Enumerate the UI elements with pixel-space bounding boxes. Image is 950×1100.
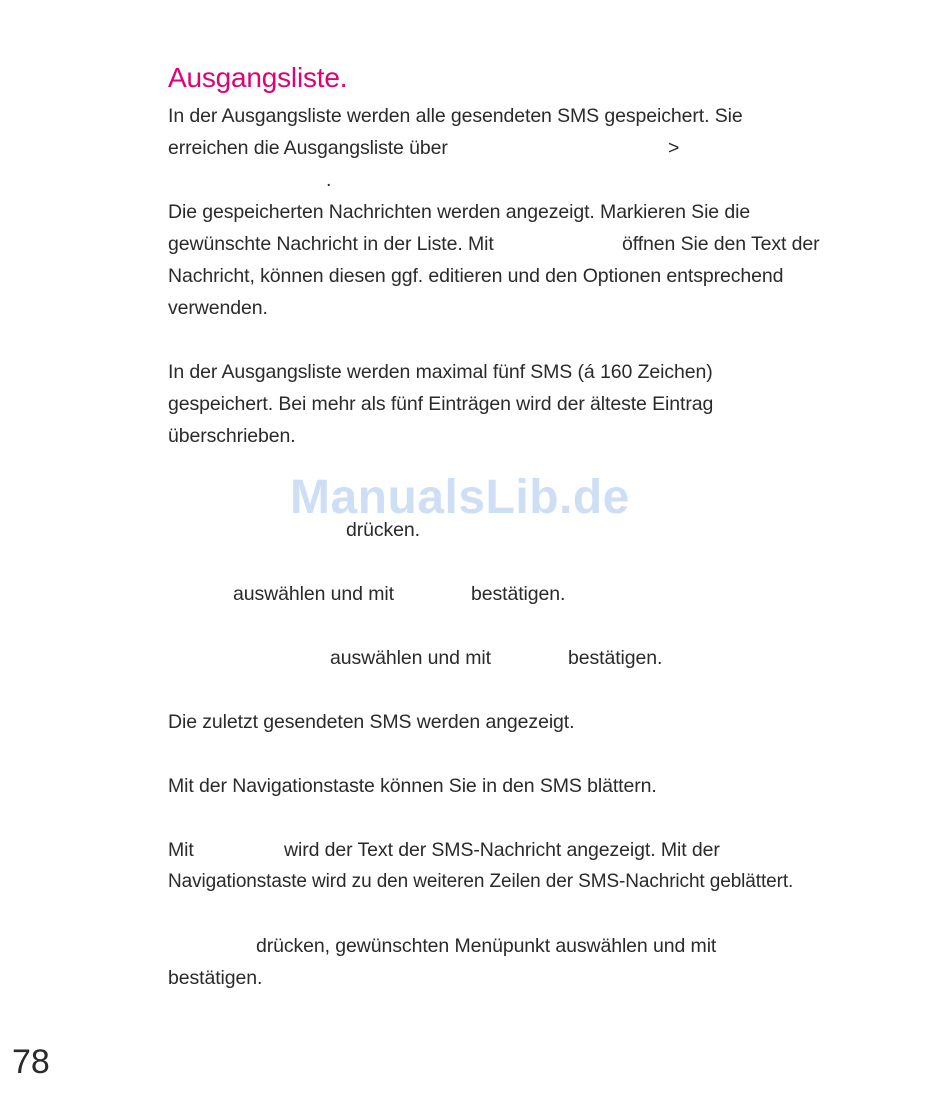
para2-line4: verwenden. [168, 297, 268, 319]
para1-line1: In der Ausgangsliste werden alle gesendeten SMS gespeichert. Sie [168, 105, 743, 127]
watermark: ManualsLib.de [290, 471, 630, 524]
para3-line1: In der Ausgangsliste werden maximal fünf SMS (á 160 Zeichen) [168, 361, 713, 383]
step6-text-b: wird der Text der SMS-Nachricht angezeigt. Mit der [284, 839, 720, 861]
step2-text-a: auswählen und mit [233, 583, 394, 605]
para1-line2-b: > [668, 137, 680, 159]
page-number: 78 [12, 1043, 50, 1081]
step2-text-b: bestätigen. [471, 583, 566, 605]
para1-line3: . [326, 169, 332, 191]
para3-line2: gespeichert. Bei mehr als fünf Einträgen wird der älteste Eintrag [168, 393, 714, 415]
step6-line2: Navigationstaste wird zu den weiteren Zeilen der SMS-Nachricht geblättert. [168, 871, 794, 892]
para2-line3: Nachricht, können diesen ggf. editieren und den Optionen entsprechend [168, 265, 784, 287]
para2-line2-b: öffnen Sie den Text der [622, 233, 820, 255]
para1-line2-a: erreichen die Ausgangsliste über [168, 137, 448, 159]
para2-line1: Die gespeicherten Nachrichten werden angezeigt. Markieren Sie die [168, 201, 751, 223]
step7-text-a: drücken, gewünschten Menüpunkt auswählen und mit [256, 935, 717, 957]
para2-line2-a: gewünschte Nachricht in der Liste. Mit [168, 233, 494, 255]
step6-text-a: Mit [168, 839, 194, 861]
step1-text: drücken. [346, 519, 420, 541]
step7-line2: bestätigen. [168, 967, 263, 989]
step4-text: Die zuletzt gesendeten SMS werden angezeigt. [168, 711, 575, 733]
para3-line3: überschrieben. [168, 425, 296, 447]
section-title: Ausgangsliste. [168, 62, 348, 93]
step3-text-a: auswählen und mit [330, 647, 491, 669]
step5-text: Mit der Navigationstaste können Sie in den SMS blättern. [168, 775, 657, 797]
step3-text-b: bestätigen. [568, 647, 663, 669]
